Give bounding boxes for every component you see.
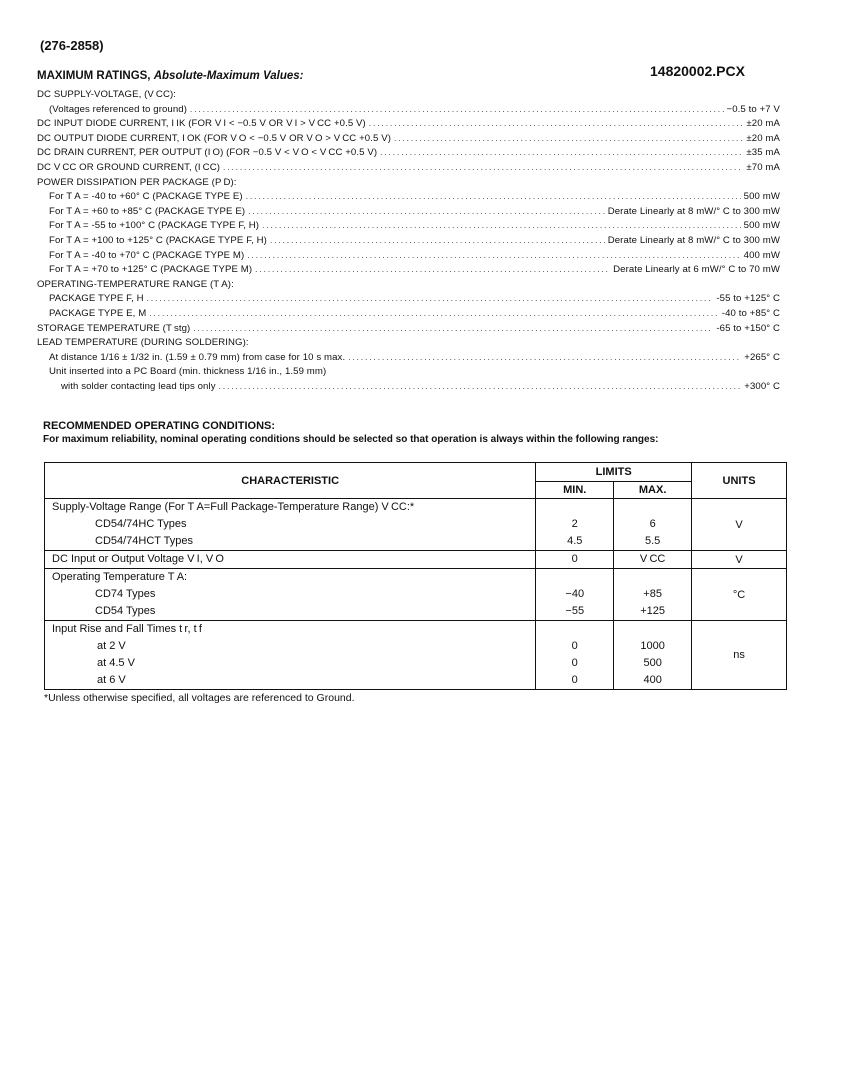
- rating-label: For T A = +60 to +85° C (PACKAGE TYPE E): [49, 205, 246, 217]
- rating-value: -55 to +125° C: [716, 293, 780, 305]
- rating-value: +300° C: [744, 381, 780, 392]
- rating-value: -65 to +150° C: [716, 322, 780, 334]
- max-cell: [614, 569, 692, 621]
- min-value: 0: [571, 640, 578, 652]
- min-value: 0: [571, 657, 578, 669]
- rating-value: −0.5 to +7 V: [726, 103, 780, 115]
- rating-value: ±20 mA: [746, 118, 780, 130]
- leader-dots: [247, 251, 740, 260]
- leader-dots: [190, 105, 723, 114]
- rating-row: [37, 147, 780, 161]
- rating-label: DC OUTPUT DIODE CURRENT, I OK (FOR V O < −0.5 V OR V O > V CC +0.5 V): [37, 132, 391, 144]
- unit-cell: ns: [692, 621, 787, 690]
- rating-label: LEAD TEMPERATURE (DURING SOLDERING):: [37, 337, 249, 349]
- header-characteristic: CHARACTERISTIC: [45, 463, 536, 499]
- characteristic-cell: [45, 621, 536, 690]
- rating-label: OPERATING-TEMPERATURE RANGE (T A):: [37, 278, 234, 290]
- min-cell: [536, 621, 614, 690]
- characteristic-line: Operating Temperature T A:: [52, 571, 188, 583]
- rating-label: (Voltages referenced to ground): [49, 103, 188, 115]
- rating-row: [37, 250, 780, 264]
- rating-row: [37, 133, 780, 147]
- leader-dots: [223, 163, 743, 172]
- rating-row: [37, 191, 780, 205]
- rating-label: with solder contacting lead tips only: [61, 381, 216, 392]
- leader-dots: [255, 265, 610, 274]
- max-value: 1000: [640, 640, 665, 652]
- rating-row: [37, 279, 780, 293]
- max-value: +125: [640, 605, 666, 617]
- condition-row: [45, 569, 787, 621]
- rating-value: 500 mW: [743, 220, 780, 232]
- max-ratings-title: MAXIMUM RATINGS,: [37, 70, 151, 82]
- rating-value: ±70 mA: [746, 162, 780, 173]
- leader-dots: [369, 119, 744, 128]
- characteristic-line: DC Input or Output Voltage V I, V O: [52, 553, 224, 565]
- max-value: +85: [643, 588, 662, 600]
- max-cell: [614, 621, 692, 690]
- recommended-note: For maximum reliability, nominal operating conditions should be selected so that operation is always within the following ranges:: [43, 434, 659, 445]
- characteristic-line: Input Rise and Fall Times t r, t f: [52, 623, 202, 635]
- recommended-table: [44, 462, 787, 690]
- min-value: [536, 569, 613, 586]
- rating-row: [37, 366, 780, 380]
- leader-dots: [262, 221, 741, 230]
- condition-row: [45, 499, 787, 551]
- rating-row: [37, 206, 780, 220]
- rating-value: Derate Linearly at 8 mW/° C to 300 mW: [607, 235, 780, 246]
- max-value: 400: [643, 674, 662, 686]
- condition-row: [45, 621, 787, 690]
- header-limits: LIMITS: [536, 463, 692, 482]
- rating-label: At distance 1/16 ± 1/32 in. (1.59 ± 0.79 mm) from case for 10 s max.: [49, 351, 346, 363]
- rating-value: 500 mW: [743, 191, 780, 203]
- min-value: [536, 499, 613, 516]
- leader-dots: [193, 324, 713, 333]
- characteristic-line: at 2 V: [97, 640, 126, 652]
- header-max: MAX.: [614, 482, 692, 499]
- header-units: UNITS: [692, 463, 787, 499]
- rating-value: Derate Linearly at 8 mW/° C to 300 mW: [607, 205, 780, 217]
- rating-value: ±20 mA: [746, 132, 780, 144]
- rating-label: DC INPUT DIODE CURRENT, I IK (FOR V I < −0.5 V OR V I > V CC +0.5 V): [37, 118, 366, 130]
- characteristic-line: CD54/74HCT Types: [95, 535, 194, 547]
- rating-label: DC DRAIN CURRENT, PER OUTPUT (I O) (FOR −0.5 V < V O < V CC +0.5 V): [37, 147, 378, 159]
- rating-row: [37, 293, 780, 307]
- rating-row: [37, 220, 780, 234]
- rating-value: Derate Linearly at 6 mW/° C to 70 mW: [613, 264, 780, 276]
- max-value: V CC: [639, 553, 666, 565]
- max-value: [614, 569, 691, 586]
- rating-row: [37, 235, 780, 249]
- rating-row: [37, 337, 780, 351]
- characteristic-cell: [45, 569, 536, 621]
- min-value: 0: [571, 674, 578, 686]
- rating-row: [37, 89, 780, 103]
- max-ratings-subtitle: Absolute-Maximum Values:: [153, 70, 304, 82]
- leader-dots: [394, 134, 743, 143]
- rating-row: [37, 177, 780, 191]
- leader-dots: [149, 309, 718, 318]
- recommended-heading: RECOMMENDED OPERATING CONDITIONS:: [43, 420, 276, 432]
- max-cell: [614, 551, 692, 569]
- rating-label: PACKAGE TYPE E, M: [49, 308, 147, 319]
- characteristic-line: at 6 V: [97, 674, 126, 686]
- footnote: *Unless otherwise specified, all voltages are referenced to Ground.: [44, 692, 355, 704]
- leader-dots: [248, 207, 605, 216]
- leader-dots: [270, 236, 605, 245]
- max-value: 5.5: [644, 535, 661, 547]
- min-value: −55: [565, 605, 585, 617]
- min-cell: [536, 569, 614, 621]
- min-cell: [536, 551, 614, 569]
- characteristic-line: CD74 Types: [95, 588, 156, 600]
- min-value: 4.5: [567, 535, 583, 547]
- unit-cell: V: [692, 551, 787, 569]
- rating-row: [37, 308, 780, 322]
- rating-row: [37, 264, 780, 278]
- max-cell: [614, 499, 692, 551]
- leader-dots: [246, 192, 741, 201]
- min-cell: [536, 499, 614, 551]
- rating-label: DC V CC OR GROUND CURRENT, (I CC): [37, 162, 221, 173]
- rating-value: ±35 mA: [746, 147, 780, 159]
- rating-label: For T A = -40 to +60° C (PACKAGE TYPE E): [49, 191, 243, 203]
- rating-label: For T A = +70 to +125° C (PACKAGE TYPE M): [49, 264, 253, 276]
- rating-label: Unit inserted into a PC Board (min. thickness 1/16 in., 1.59 mm): [49, 366, 327, 378]
- condition-row: [45, 551, 787, 569]
- leader-dots: [380, 148, 743, 157]
- min-value: 0: [571, 553, 578, 565]
- rating-row: [37, 323, 780, 337]
- unit-cell: °C: [692, 569, 787, 621]
- rating-label: POWER DISSIPATION PER PACKAGE (P D):: [37, 176, 237, 188]
- rating-row: [37, 118, 780, 132]
- rating-label: DC SUPPLY-VOLTAGE, (V CC):: [37, 89, 177, 100]
- file-name: 14820002.PCX: [650, 63, 745, 79]
- rating-value: -40 to +85° C: [721, 308, 780, 319]
- rating-label: For T A = -55 to +100° C (PACKAGE TYPE F, H): [49, 220, 260, 232]
- characteristic-line: CD54 Types: [95, 605, 156, 617]
- max-value: [614, 499, 691, 516]
- rating-label: STORAGE TEMPERATURE (T stg): [37, 322, 191, 334]
- rating-row: [37, 352, 780, 366]
- rating-row: [37, 104, 780, 118]
- rating-value: 400 mW: [743, 249, 780, 261]
- leader-dots: [147, 294, 714, 303]
- max-value: [614, 621, 691, 638]
- rating-row: [37, 381, 780, 395]
- rating-row: [37, 162, 780, 176]
- max-ratings-heading: [37, 70, 303, 82]
- document-id: (276-2858): [40, 38, 104, 53]
- rating-label: PACKAGE TYPE F, H: [49, 293, 144, 305]
- leader-dots: [219, 382, 742, 391]
- rating-label: For T A = +100 to +125° C (PACKAGE TYPE F, H): [49, 235, 267, 246]
- characteristic-cell: [45, 499, 536, 551]
- max-value: 500: [643, 657, 662, 669]
- rating-value: +265° C: [744, 351, 780, 363]
- characteristic-line: Supply-Voltage Range (For T A=Full Package-Temperature Range) V CC:*: [52, 501, 415, 513]
- characteristic-line: at 4.5 V: [97, 657, 135, 669]
- header-min: MIN.: [536, 482, 614, 499]
- characteristic-line: CD54/74HC Types: [95, 518, 187, 530]
- leader-dots: [348, 353, 741, 362]
- min-value: 2: [571, 518, 578, 530]
- characteristic-cell: [45, 551, 536, 569]
- min-value: [536, 621, 613, 638]
- unit-cell: V: [692, 499, 787, 551]
- max-value: 6: [649, 518, 656, 530]
- min-value: −40: [565, 588, 585, 600]
- rating-label: For T A = -40 to +70° C (PACKAGE TYPE M): [49, 249, 245, 261]
